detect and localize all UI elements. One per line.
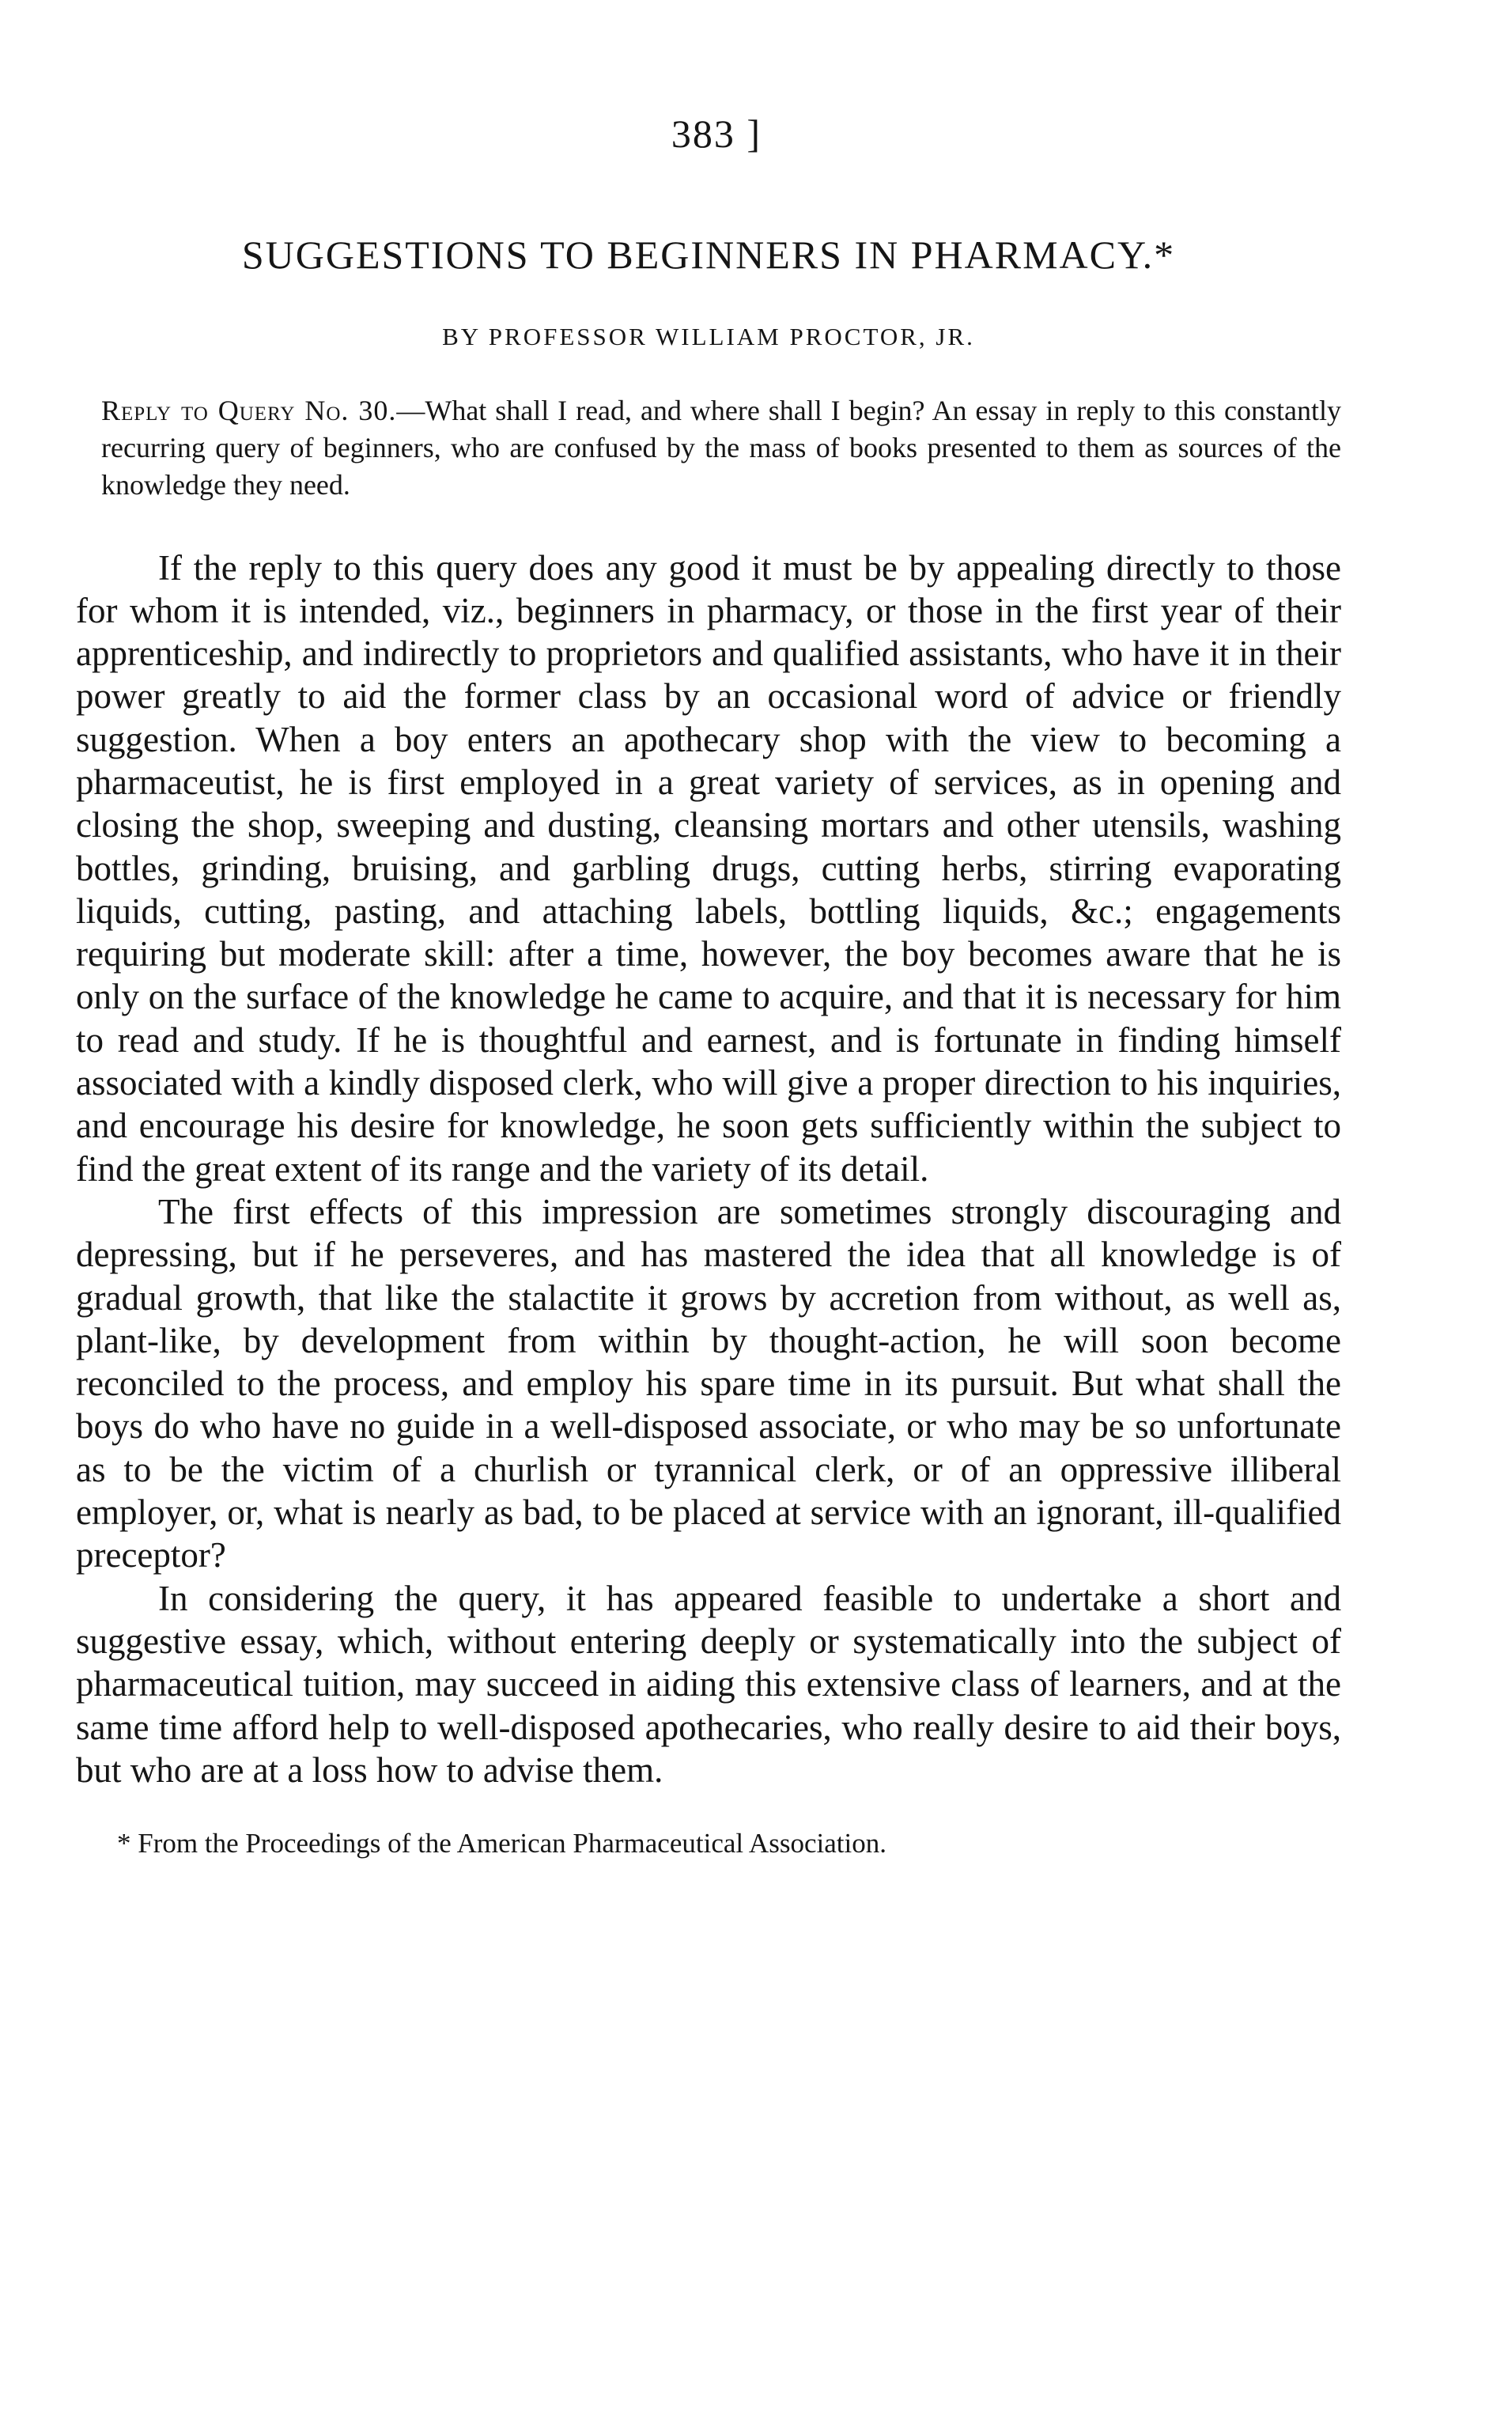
article-body xyxy=(76,547,1341,1792)
article-title: SUGGESTIONS TO BEGINNERS IN PHARMACY.* xyxy=(241,233,1176,277)
body-paragraph-1: If the reply to this query does any good it must be by appealing directly to those for whom it is intended, viz., beginners in pharmacy, or those in the first year of their apprenticeship, and indirectly to proprietors and qualified assistants, who have it in their power greatly to aid the former class by an occasional word of advice or friendly suggestion. When a boy enters an apothecary shop with the view to becoming a pharmaceutist, he is first employed in a great variety of services, as in opening and closing the shop, sweeping and dusting, cleansing mortars and other utensils, washing bottles, grinding, bruising, and garbling drugs, cutting herbs, stirring evaporating liquids, cutting, pasting, and attaching labels, bottling liquids, &c.; engagements requiring but moderate skill: after a time, however, the boy becomes aware that he is only on the surface of the knowledge he came to acquire, and that it is necessary for him to read and study. If he is thoughtful and earnest, and is fortunate in finding himself associated with a kindly disposed clerk, who will give a proper direction to his inquiries, and encourage his desire for knowledge, he soon gets sufficiently within the subject to find the great extent of its range and the variety of its detail. xyxy=(76,547,1341,1189)
query-lead: Reply to Query No. 30. xyxy=(101,394,397,426)
footnote: * From the Proceedings of the American Pharmaceutical Association. xyxy=(117,1828,886,1859)
query-text: —What shall I read, and where shall I begin? An essay in reply to this constantly recurring query of beginners, who are confused by the mass of books presented to them as sources of the knowledge they need. xyxy=(101,394,1342,501)
page-number: 383 ] xyxy=(671,112,762,156)
query-paragraph xyxy=(76,392,1341,504)
body-paragraph-3: In considering the query, it has appeared feasible to undertake a short and suggestive essay, which, without entering deeply or systematically into the subject of pharmaceutical tuition, may succeed in aiding this extensive class of learners, and at the same time afford help to well-disposed apothecaries, who really desire to aid their boys, but who are at a loss how to advise them. xyxy=(76,1578,1341,1790)
document-page xyxy=(76,111,1341,1861)
author-byline: BY PROFESSOR WILLIAM PROCTOR, JR. xyxy=(442,322,975,350)
body-paragraph-2: The first effects of this impression are sometimes strongly discouraging and depressing, but if he perseveres, and has mastered the idea that all knowledge is of gradual growth, that like the stalactite it grows by accretion from without, as well as, plant-like, by development from within by thought-action, he will soon become reconciled to the process, and employ his spare time in its pursuit. But what shall the boys do who have no guide in a well-disposed associate, or who may be so unfortunate as to be the victim of a churlish or tyrannical clerk, or of an oppressive illiberal employer, or, what is nearly as bad, to be placed at service with an ignorant, ill-qualified preceptor? xyxy=(76,1191,1341,1576)
